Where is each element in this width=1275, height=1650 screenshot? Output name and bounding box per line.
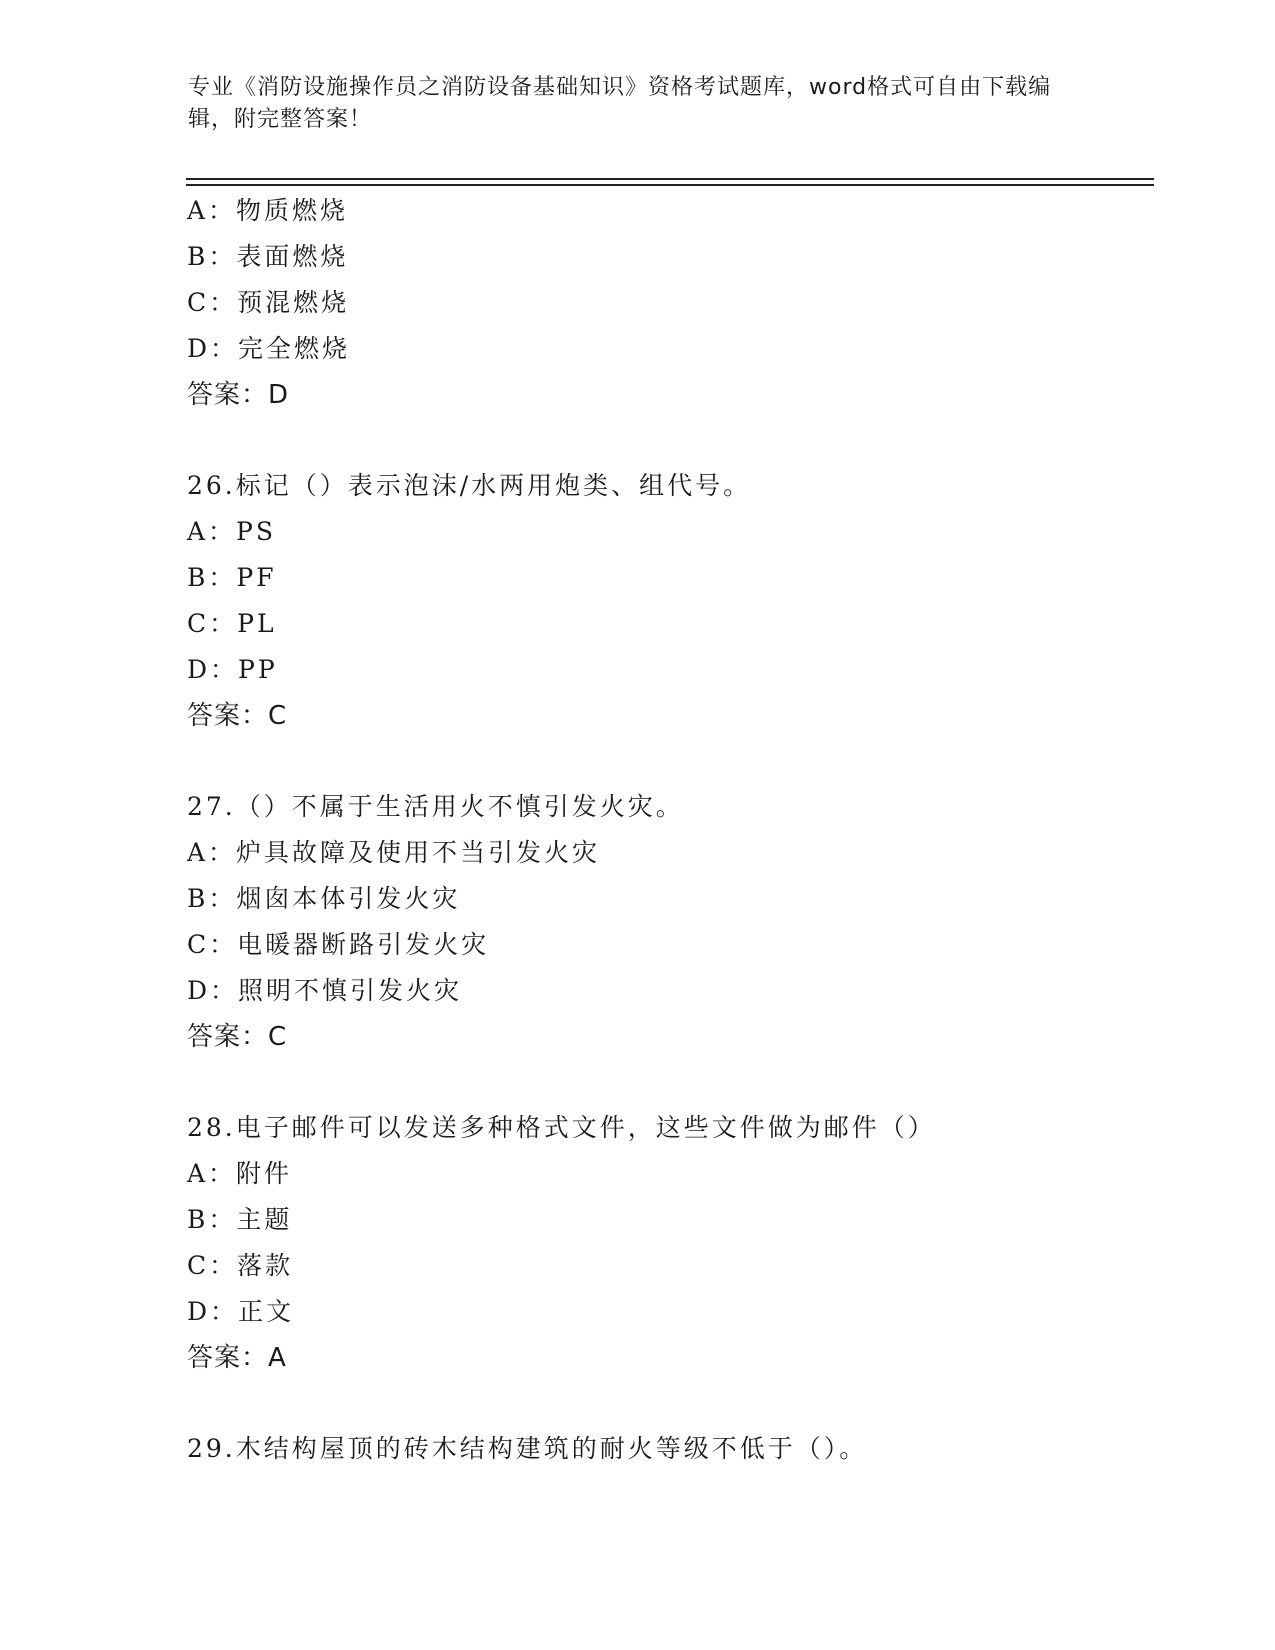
- question-stem: 26.标记（）表示泡沫/水两用炮类、组代号。: [187, 471, 752, 500]
- answer-label: 答案：C: [187, 701, 288, 731]
- option-b: B：主题: [187, 1205, 293, 1234]
- option-a: A：PS: [187, 517, 277, 546]
- option-d: D：照明不慎引发火灾: [187, 976, 463, 1005]
- option-c: C：预混燃烧: [187, 288, 350, 317]
- answer-label: 答案：A: [187, 1343, 287, 1373]
- question-spacer: [187, 1060, 1167, 1105]
- question-list: [187, 188, 1167, 1472]
- option-c: C：电暖器断路引发火灾: [187, 930, 490, 959]
- question-spacer: [187, 418, 1167, 463]
- option-b: B：表面燃烧: [187, 242, 349, 271]
- option-d: D：PP: [187, 655, 278, 684]
- document-intro: 专业《消防设施操作员之消防设备基础知识》资格考试题库，word格式可自由下载编辑，附完整答案！: [188, 75, 1052, 132]
- question-stem: 27.（）不属于生活用火不慎引发火灾。: [187, 792, 684, 821]
- question-25: [187, 188, 1167, 418]
- question-spacer: [187, 739, 1167, 784]
- answer-label: 答案：C: [187, 1022, 288, 1052]
- option-c: C：PL: [187, 609, 277, 638]
- question-26: [187, 463, 1167, 739]
- option-a: A：炉具故障及使用不当引发火灾: [187, 838, 601, 867]
- option-d: D：完全燃烧: [187, 334, 351, 363]
- question-stem: 29.木结构屋顶的砖木结构建筑的耐火等级不低于（）。: [187, 1434, 868, 1463]
- option-b: B：PF: [187, 563, 277, 592]
- question-stem: 28.电子邮件可以发送多种格式文件，这些文件做为邮件（）: [187, 1113, 936, 1142]
- answer-label: 答案：D: [187, 380, 290, 410]
- option-a: A：物质燃烧: [187, 196, 349, 225]
- question-spacer: [187, 1381, 1167, 1426]
- question-28: [187, 1105, 1167, 1381]
- header-divider-top: [186, 178, 1154, 180]
- header-divider-bottom: [186, 184, 1154, 186]
- question-27: [187, 784, 1167, 1060]
- option-c: C：落款: [187, 1251, 294, 1280]
- option-d: D：正文: [187, 1297, 295, 1326]
- question-29: [187, 1426, 1167, 1472]
- option-b: B：烟囱本体引发火灾: [187, 884, 461, 913]
- option-a: A：附件: [187, 1159, 293, 1188]
